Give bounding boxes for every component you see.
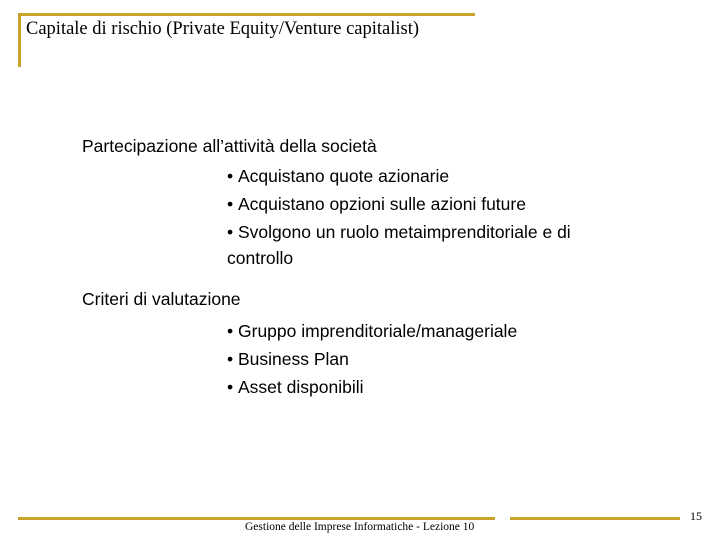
bullet-icon: • <box>227 222 234 242</box>
list-item <box>227 318 627 344</box>
list-item <box>227 346 627 372</box>
title-left-rule <box>18 13 21 67</box>
list-item <box>227 191 627 217</box>
bullet-text: Gruppo imprenditoriale/manageriale <box>238 321 518 341</box>
bullet-icon: • <box>227 166 234 186</box>
footer-rule-left <box>18 517 495 520</box>
list-item <box>227 219 627 271</box>
bullet-list-criteria <box>227 318 627 402</box>
list-item <box>227 163 627 189</box>
slide-title: Capitale di rischio (Private Equity/Venture capitalist) <box>26 19 420 39</box>
footer-rule-right <box>510 517 680 520</box>
bullet-text: Acquistano quote azionarie <box>238 166 450 186</box>
bullet-text: Asset disponibili <box>238 377 364 397</box>
section-heading-criteria: Criteri di valutazione <box>82 289 241 309</box>
list-item <box>227 374 627 400</box>
bullet-icon: • <box>227 321 234 341</box>
bullet-icon: • <box>227 194 234 214</box>
bullet-icon: • <box>227 377 234 397</box>
bullet-text: Acquistano opzioni sulle azioni future <box>238 194 526 214</box>
section-heading-participation: Partecipazione all’attività della società <box>82 136 377 156</box>
bullet-text: Business Plan <box>238 349 349 369</box>
page-number: 15 <box>690 509 702 523</box>
footer-text: Gestione delle Imprese Informatiche - Lezione 10 <box>245 521 475 533</box>
title-top-rule <box>18 13 475 16</box>
bullet-icon: • <box>227 349 234 369</box>
bullet-text: Svolgono un ruolo metaimprenditoriale e di controllo <box>227 222 571 268</box>
bullet-list-participation <box>227 163 627 273</box>
